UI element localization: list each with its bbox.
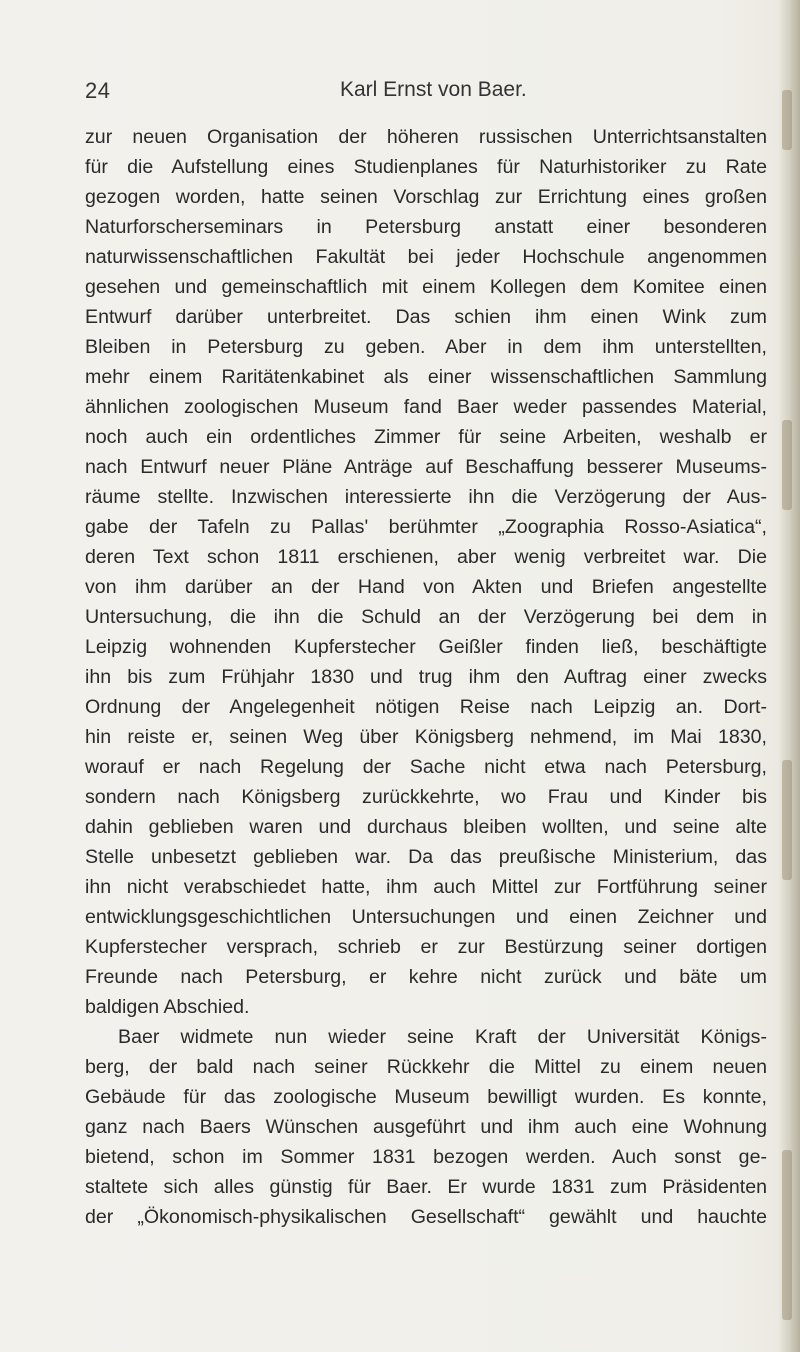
- text-line: gesehen und gemeinschaftlich mit einem Kollegen dem Komitee einen: [85, 276, 767, 298]
- running-head: Karl Ernst von Baer.: [340, 78, 527, 101]
- text-line: ihn nicht verabschiedet hatte, ihm auch Mittel zur Fortführung seiner: [85, 876, 767, 898]
- text-line: Freunde nach Petersburg, er kehre nicht zurück und bäte um: [85, 966, 767, 988]
- text-line: mehr einem Raritätenkabinet als einer wissenschaftlichen Sammlung: [85, 366, 767, 388]
- text-line: deren Text schon 1811 erschienen, aber wenig verbreitet war. Die: [85, 546, 767, 568]
- text-line: worauf er nach Regelung der Sache nicht etwa nach Petersburg,: [85, 756, 767, 778]
- text-line: entwicklungsgeschichtlichen Untersuchungen und einen Zeichner und: [85, 906, 767, 928]
- text-line: gezogen worden, hatte seinen Vorschlag zur Errichtung eines großen: [85, 186, 767, 208]
- text-line: ähnlichen zoologischen Museum fand Baer weder passendes Material,: [85, 396, 767, 418]
- text-line: Ordnung der Angelegenheit nötigen Reise nach Leipzig an. Dort-: [85, 696, 767, 718]
- text-line: naturwissenschaftlichen Fakultät bei jeder Hochschule angenommen: [85, 246, 767, 268]
- text-line: Bleiben in Petersburg zu geben. Aber in dem ihm unterstellten,: [85, 336, 767, 358]
- text-line: Naturforscherseminars in Petersburg anstatt einer besonderen: [85, 216, 767, 238]
- page-header: [85, 78, 725, 108]
- text-line: berg, der bald nach seiner Rückkehr die Mittel zu einem neuen: [85, 1056, 767, 1078]
- page-edge-mark: [782, 760, 792, 880]
- page-number: 24: [85, 78, 111, 103]
- page-edge-mark: [782, 1150, 792, 1320]
- text-line: noch auch ein ordentliches Zimmer für seine Arbeiten, weshalb er: [85, 426, 767, 448]
- paragraph-start-line: Baer widmete nun wieder seine Kraft der Universität Königs-: [118, 1026, 767, 1048]
- paragraph-end-line: baldigen Abschied.: [85, 996, 250, 1018]
- text-line: bietend, schon im Sommer 1831 bezogen werden. Auch sonst ge-: [85, 1146, 767, 1168]
- text-line: zur neuen Organisation der höheren russischen Unterrichtsanstalten: [85, 126, 767, 148]
- text-line: der „Ökonomisch-physikalischen Gesellschaft“ gewählt und hauchte: [85, 1206, 767, 1228]
- text-line: Stelle unbesetzt geblieben war. Da das preußische Ministerium, das: [85, 846, 767, 868]
- body-text: [85, 122, 767, 1232]
- text-line: Entwurf darüber unterbreitet. Das schien ihm einen Wink zum: [85, 306, 767, 328]
- text-line: sondern nach Königsberg zurückkehrte, wo Frau und Kinder bis: [85, 786, 767, 808]
- text-line: Gebäude für das zoologische Museum bewilligt wurden. Es konnte,: [85, 1086, 767, 1108]
- page-edge-shadow: [778, 0, 800, 1352]
- text-line: Leipzig wohnenden Kupferstecher Geißler finden ließ, beschäftigte: [85, 636, 767, 658]
- text-line: von ihm darüber an der Hand von Akten und Briefen angestellte: [85, 576, 767, 598]
- text-line: staltete sich alles günstig für Baer. Er wurde 1831 zum Präsidenten: [85, 1176, 767, 1198]
- text-line: ganz nach Baers Wünschen ausgeführt und ihm auch eine Wohnung: [85, 1116, 767, 1138]
- text-line: gabe der Tafeln zu Pallas' berühmter „Zoographia Rosso-Asiatica“,: [85, 516, 767, 538]
- page-edge-mark: [782, 90, 792, 150]
- text-line: dahin geblieben waren und durchaus bleiben wollten, und seine alte: [85, 816, 767, 838]
- text-line: Kupferstecher versprach, schrieb er zur Bestürzung seiner dortigen: [85, 936, 767, 958]
- text-line: räume stellte. Inzwischen interessierte ihn die Verzögerung der Aus-: [85, 486, 767, 508]
- text-line: nach Entwurf neuer Pläne Anträge auf Beschaffung besserer Museums-: [85, 456, 767, 478]
- text-line: ihn bis zum Frühjahr 1830 und trug ihm den Auftrag einer zwecks: [85, 666, 767, 688]
- text-line: hin reiste er, seinen Weg über Königsberg nehmend, im Mai 1830,: [85, 726, 767, 748]
- text-line: Untersuchung, die ihn die Schuld an der Verzögerung bei dem in: [85, 606, 767, 628]
- text-line: für die Aufstellung eines Studienplanes für Naturhistoriker zu Rate: [85, 156, 767, 178]
- page-edge-mark: [782, 420, 792, 510]
